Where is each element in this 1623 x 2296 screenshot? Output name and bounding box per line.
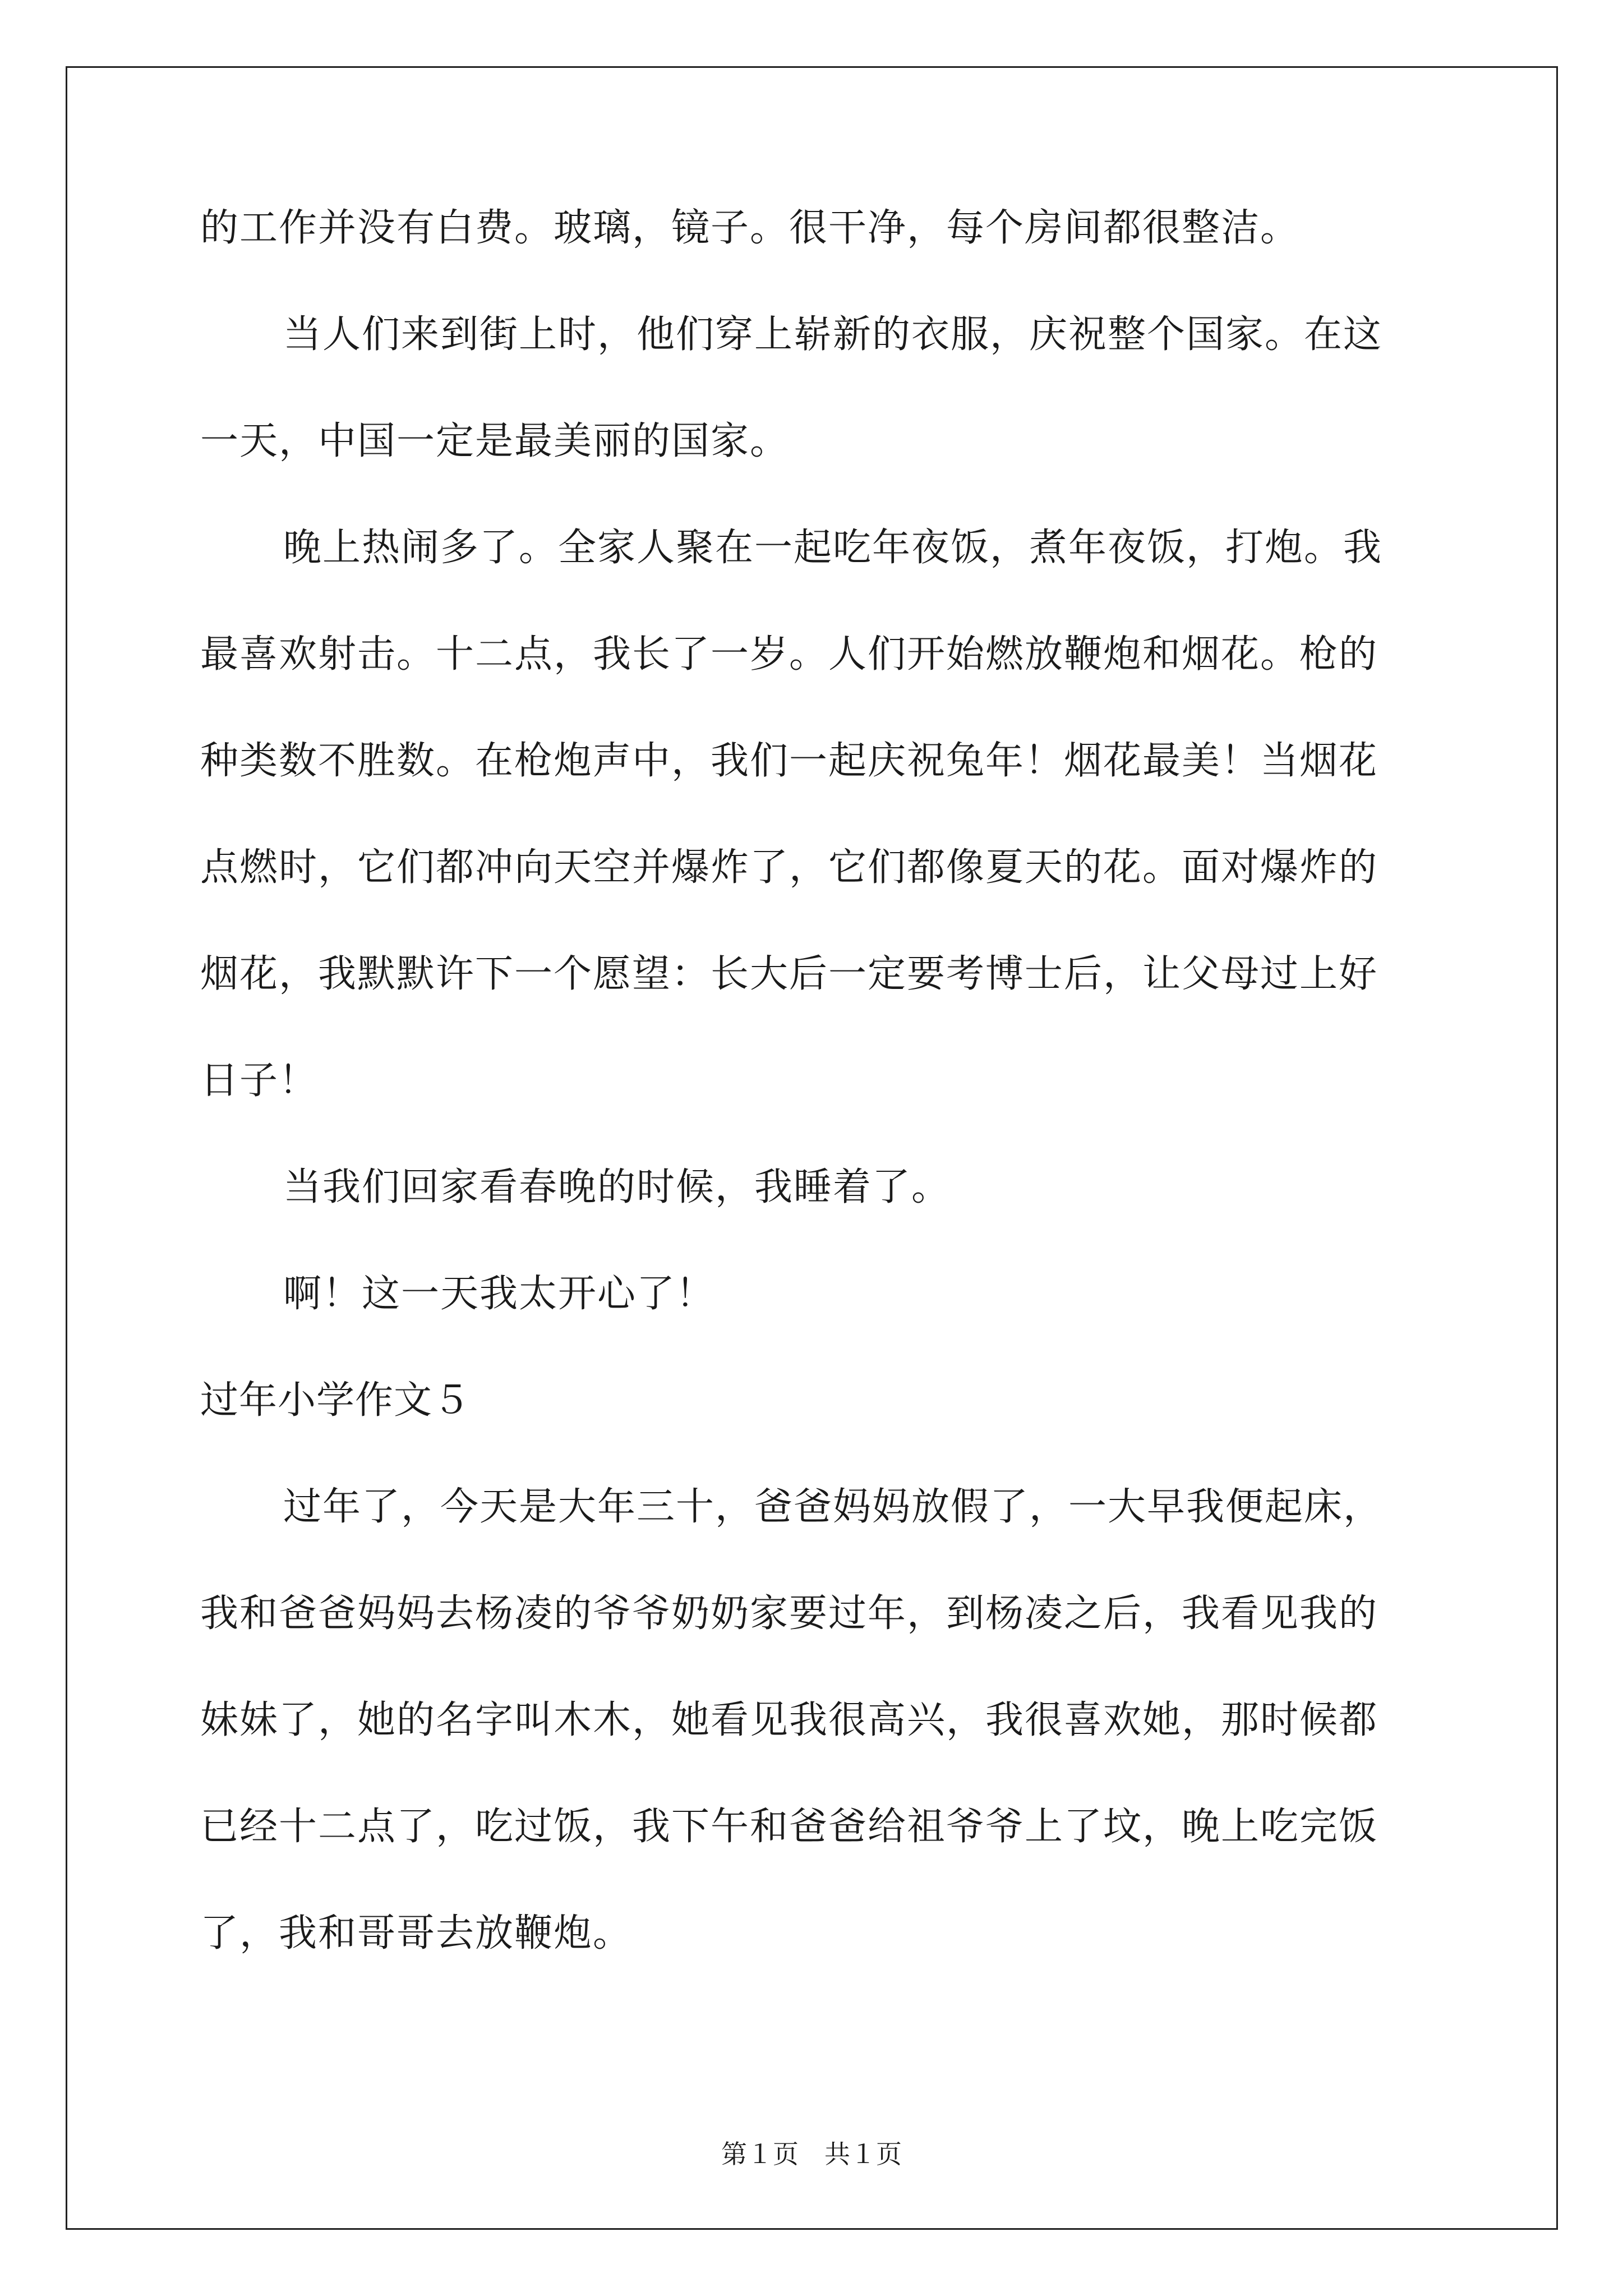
text-line: 已经十二点了，吃过饭，我下午和爸爸给祖爷爷上了坟，晚上吃完饭 <box>200 1805 1378 1849</box>
text-line: 最喜欢射击。十二点，我长了一岁。人们开始燃放鞭炮和烟花。枪的 <box>200 632 1378 677</box>
page-footer: 第１页 共１页 <box>721 2139 902 2169</box>
text-line: 我和爸爸妈妈去杨凌的爷爷奶奶家要过年，到杨凌之后，我看见我的 <box>200 1591 1378 1636</box>
text-line: 了，我和哥哥去放鞭炮。 <box>200 1911 633 1955</box>
paragraph-line: 啊！这一天我太开心了！ <box>283 1272 716 1316</box>
text-line: 一天，中国一定是最美丽的国家。 <box>200 419 790 463</box>
text-line: 妹妹了，她的名字叫木木，她看见我很高兴，我很喜欢她，那时候都 <box>200 1698 1378 1742</box>
text-line: 烟花，我默默许下一个愿望：长大后一定要考博士后，让父母过上好 <box>200 952 1378 996</box>
paragraph-line: 晚上热闹多了。全家人聚在一起吃年夜饭，煮年夜饭，打炮。我 <box>283 526 1383 570</box>
text-line: 点燃时，它们都冲向天空并爆炸了，它们都像夏天的花。面对爆炸的 <box>200 845 1378 890</box>
paragraph-line: 过年了，今天是大年三十，爸爸妈妈放假了，一大早我便起床， <box>283 1485 1383 1529</box>
paragraph-line: 当人们来到街上时，他们穿上崭新的衣服，庆祝整个国家。在这 <box>283 312 1383 357</box>
text-line: 日子！ <box>200 1059 319 1103</box>
text-line: 的工作并没有白费。玻璃，镜子。很干净，每个房间都很整洁。 <box>200 206 1300 250</box>
paragraph-line: 当我们回家看春晚的时候，我睡着了。 <box>283 1165 951 1209</box>
section-heading: 过年小学作文５ <box>200 1378 472 1423</box>
text-line: 种类数不胜数。在枪炮声中，我们一起庆祝兔年！烟花最美！当烟花 <box>200 739 1378 783</box>
